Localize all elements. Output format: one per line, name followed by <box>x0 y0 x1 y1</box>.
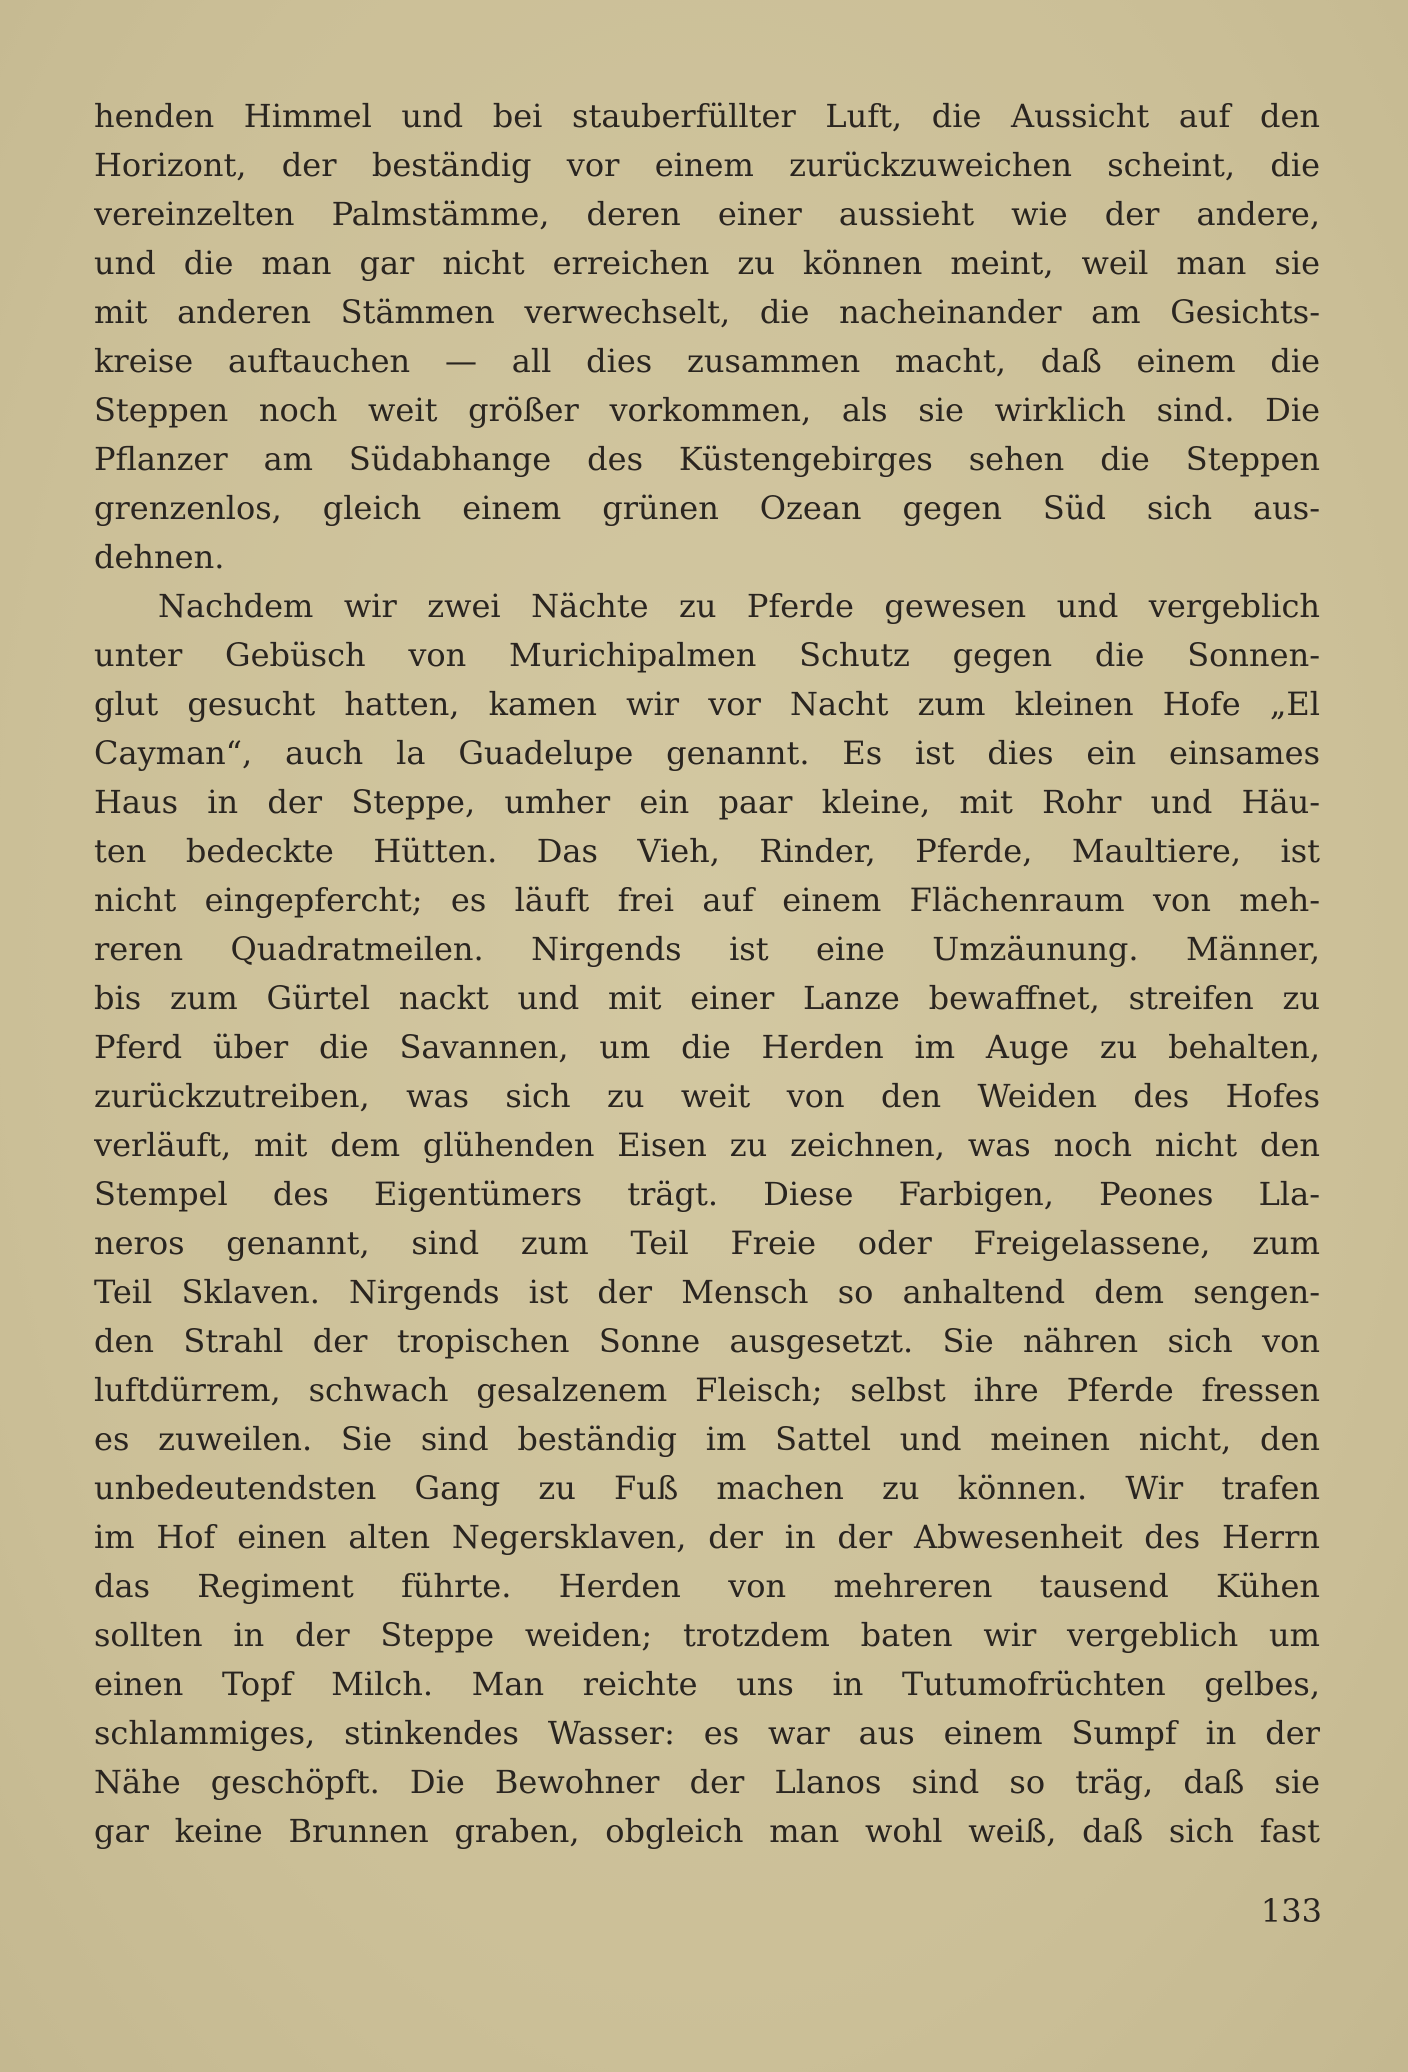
text-line: und die man gar nicht erreichen zu können meint, weil man sie <box>94 244 1320 282</box>
text-line: luftdürrem, schwach gesalzenem Fleisch; selbst ihre Pferde fressen <box>94 1371 1320 1409</box>
text-line: Teil Sklaven. Nirgends ist der Mensch so anhaltend dem sengen- <box>94 1273 1320 1311</box>
text-line: es zuweilen. Sie sind beständig im Sattel und meinen nicht, den <box>94 1420 1320 1458</box>
text-line: reren Quadratmeilen. Nirgends ist eine Umzäunung. Männer, <box>94 930 1320 968</box>
paragraph-first-line: Nachdem wir zwei Nächte zu Pferde gewesen und vergeblich <box>158 587 1320 625</box>
text-line: grenzenlos, gleich einem grünen Ozean gegen Süd sich aus- <box>94 489 1320 527</box>
text-line: mit anderen Stämmen verwechselt, die nacheinander am Gesichts- <box>94 293 1320 331</box>
text-line: henden Himmel und bei stauberfüllter Luft, die Aussicht auf den <box>94 97 1320 135</box>
text-line: Horizont, der beständig vor einem zurückzuweichen scheint, die <box>94 146 1320 184</box>
text-line: sollten in der Steppe weiden; trotzdem baten wir vergeblich um <box>94 1616 1320 1654</box>
text-line: Steppen noch weit größer vorkommen, als sie wirklich sind. Die <box>94 391 1320 429</box>
text-line: dehnen. <box>94 538 225 576</box>
text-line: Haus in der Steppe, umher ein paar kleine, mit Rohr und Häu- <box>94 783 1320 821</box>
text-line: im Hof einen alten Negersklaven, der in der Abwesenheit des Herrn <box>94 1518 1320 1556</box>
text-line: Nähe geschöpft. Die Bewohner der Llanos sind so träg, daß sie <box>94 1763 1320 1801</box>
text-line: unter Gebüsch von Murichipalmen Schutz gegen die Sonnen- <box>94 636 1320 674</box>
text-line: ten bedeckte Hütten. Das Vieh, Rinder, Pferde, Maultiere, ist <box>94 832 1320 870</box>
text-line: glut gesucht hatten, kamen wir vor Nacht zum kleinen Hofe „El <box>94 685 1320 723</box>
page-number: 133 <box>1260 1892 1322 1930</box>
text-line: zurückzutreiben, was sich zu weit von den Weiden des Hofes <box>94 1077 1320 1115</box>
text-line: unbedeutendsten Gang zu Fuß machen zu können. Wir trafen <box>94 1469 1320 1507</box>
text-line: den Strahl der tropischen Sonne ausgesetzt. Sie nähren sich von <box>94 1322 1320 1360</box>
text-line: bis zum Gürtel nackt und mit einer Lanze bewaffnet, streifen zu <box>94 979 1320 1017</box>
text-line: Pferd über die Savannen, um die Herden im Auge zu behalten, <box>94 1028 1320 1066</box>
text-line: einen Topf Milch. Man reichte uns in Tutumofrüchten gelbes, <box>94 1665 1320 1703</box>
text-line: das Regiment führte. Herden von mehreren tausend Kühen <box>94 1567 1320 1605</box>
text-line: kreise auftauchen — all dies zusammen macht, daß einem die <box>94 342 1320 380</box>
text-line: Pflanzer am Südabhange des Küstengebirges sehen die Steppen <box>94 440 1320 478</box>
text-line: vereinzelten Palmstämme, deren einer aussieht wie der andere, <box>94 195 1320 233</box>
body-text <box>94 92 1320 1856</box>
text-line: neros genannt, sind zum Teil Freie oder Freigelassene, zum <box>94 1224 1320 1262</box>
text-line: schlammiges, stinkendes Wasser: es war aus einem Sumpf in der <box>94 1714 1320 1752</box>
text-line: verläuft, mit dem glühenden Eisen zu zeichnen, was noch nicht den <box>94 1126 1320 1164</box>
text-line: nicht eingepfercht; es läuft frei auf einem Flächenraum von meh- <box>94 881 1320 919</box>
text-line: Stempel des Eigentümers trägt. Diese Farbigen, Peones Lla- <box>94 1175 1320 1213</box>
text-line: Cayman“, auch la Guadelupe genannt. Es ist dies ein einsames <box>94 734 1320 772</box>
text-line: gar keine Brunnen graben, obgleich man wohl weiß, daß sich fast <box>94 1812 1320 1850</box>
